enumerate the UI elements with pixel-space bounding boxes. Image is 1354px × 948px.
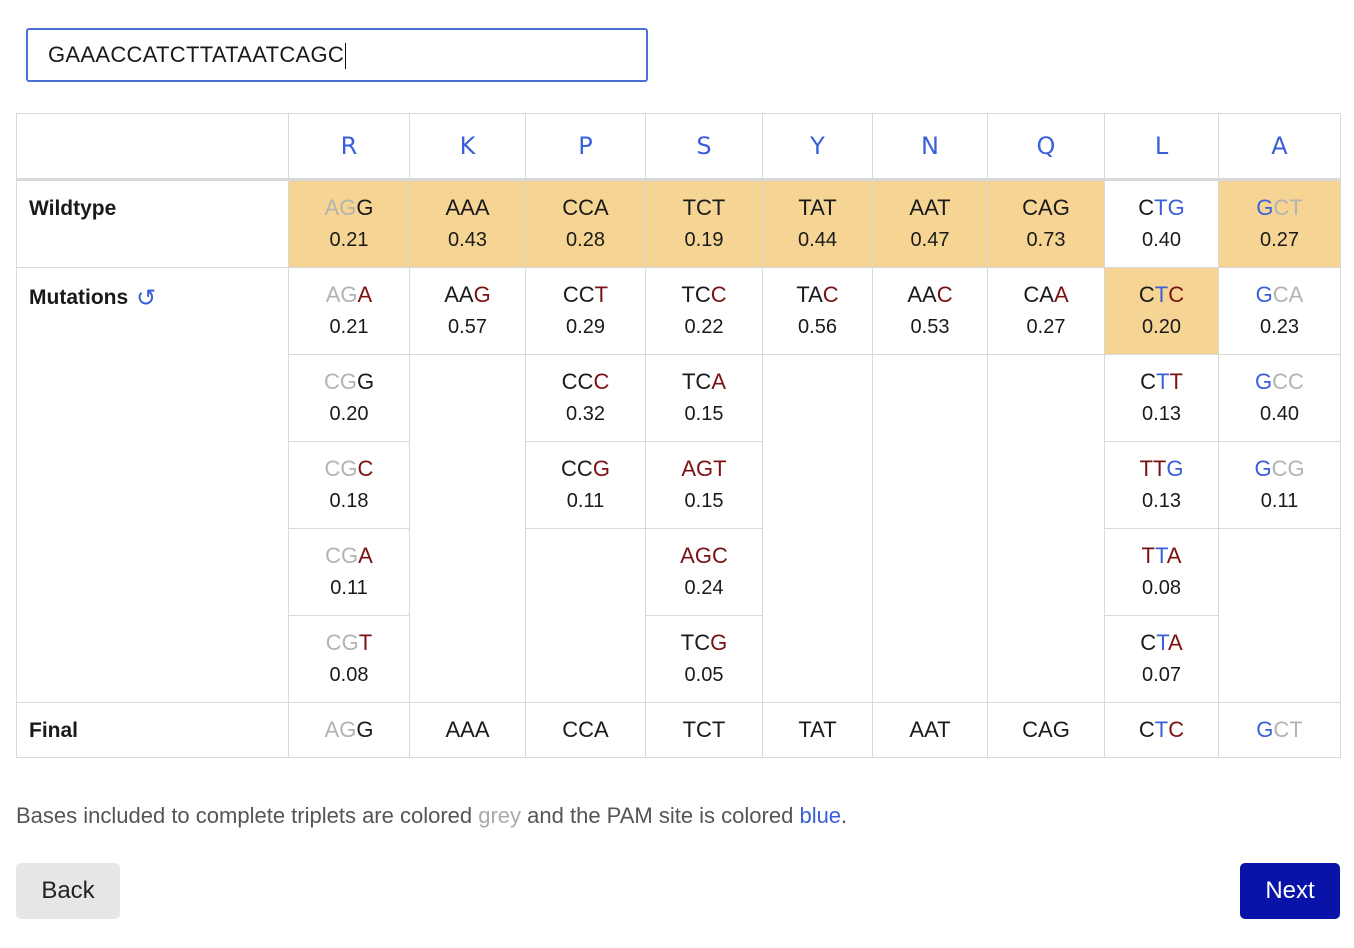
codon-part: CC — [1272, 369, 1304, 394]
amino-acid-header: P — [526, 114, 646, 180]
codon-part: TC — [681, 369, 712, 394]
final-codon-cell — [289, 703, 410, 758]
codon — [873, 717, 987, 743]
codon — [1105, 717, 1218, 743]
codon-table — [16, 113, 1341, 758]
mutation-codon-cell[interactable] — [1219, 355, 1341, 442]
codon — [410, 717, 525, 743]
codon — [873, 192, 987, 224]
codon — [763, 279, 872, 311]
codon — [646, 717, 762, 743]
note-grey-word: grey — [478, 803, 522, 828]
codon-part: T — [1154, 717, 1169, 742]
codon-part: G — [356, 717, 374, 742]
codon-frequency: 0.57 — [448, 316, 487, 338]
final-codon-cell — [763, 703, 873, 758]
amino-acid-header: Y — [763, 114, 873, 180]
amino-acid-header: R — [289, 114, 410, 180]
codon-part: G — [710, 630, 728, 655]
codon-part: CC — [561, 456, 593, 481]
next-button[interactable]: Next — [1240, 863, 1340, 919]
codon-part: AAT — [909, 717, 951, 742]
mutation-codon-cell[interactable] — [1105, 268, 1219, 355]
mutation-codon-cell[interactable] — [289, 442, 410, 529]
codon — [646, 453, 762, 485]
codon-part: AA — [907, 282, 937, 307]
final-codon-cell — [988, 703, 1105, 758]
codon-frequency: 0.23 — [1260, 316, 1299, 338]
codon-frequency: 0.53 — [910, 316, 950, 338]
final-codon-cell — [1105, 703, 1219, 758]
note-suffix: . — [841, 803, 848, 828]
sequence-input[interactable] — [26, 28, 648, 82]
final-label: Final — [29, 719, 79, 742]
codon-frequency: 0.29 — [566, 316, 605, 338]
codon-part: C — [1138, 282, 1155, 307]
codon-part: A — [711, 369, 726, 394]
codon-part: A — [357, 282, 373, 307]
codon-frequency: 0.11 — [566, 490, 605, 512]
note-blue-word: blue — [799, 803, 842, 828]
codon-part: T — [1141, 543, 1155, 568]
codon-part: TG — [1154, 195, 1185, 220]
amino-acid-header: L — [1105, 114, 1219, 180]
codon-part: AAT — [909, 195, 951, 220]
codon-part: CAG — [1022, 195, 1070, 220]
codon-frequency: 0.08 — [329, 664, 369, 686]
codon-frequency: 0.27 — [1260, 229, 1299, 251]
codon-part: CC — [561, 369, 594, 394]
sequence-input-value: GAAACCATCTTATAATCAGC — [48, 42, 345, 67]
codon-part: C — [936, 282, 953, 307]
codon-part: CT — [1273, 717, 1303, 742]
codon-part: G — [1256, 717, 1274, 742]
codon — [1105, 453, 1218, 485]
codon — [526, 717, 645, 743]
codon-frequency: 0.32 — [566, 403, 605, 425]
row-label-wildtype — [17, 180, 289, 268]
codon — [289, 717, 409, 743]
codon-part: C — [1140, 369, 1156, 394]
codon-part: C — [822, 282, 839, 307]
mutation-codon-cell[interactable] — [646, 268, 763, 355]
codon-frequency: 0.13 — [1142, 403, 1181, 425]
codon — [526, 366, 645, 398]
mutation-codon-cell[interactable] — [289, 268, 410, 355]
final-codon-cell — [526, 703, 646, 758]
codon — [1105, 192, 1218, 224]
codon-part: G — [356, 369, 375, 394]
codon-frequency: 0.47 — [910, 229, 950, 251]
row-label-mutations — [17, 268, 289, 703]
codon — [1219, 279, 1340, 311]
empty-cell — [873, 355, 988, 703]
codon — [988, 192, 1104, 224]
mutation-codon-cell[interactable] — [289, 355, 410, 442]
codon — [1219, 192, 1340, 224]
empty-cell — [410, 355, 526, 703]
mutation-codon-cell[interactable] — [526, 268, 646, 355]
mutation-codon-cell[interactable] — [1105, 442, 1219, 529]
codon — [988, 279, 1104, 311]
mutation-codon-cell[interactable] — [1105, 616, 1219, 703]
wildtype-codon-cell[interactable] — [873, 180, 988, 268]
codon — [1105, 366, 1218, 398]
codon-part: C — [1140, 630, 1157, 655]
codon-frequency: 0.15 — [684, 490, 724, 512]
empty-cell — [988, 355, 1105, 703]
amino-acid-header: K — [410, 114, 526, 180]
codon — [1219, 453, 1340, 485]
codon-frequency: 0.20 — [1142, 316, 1181, 338]
codon-part: A — [1166, 543, 1182, 568]
codon-frequency: 0.73 — [1026, 229, 1066, 251]
codon-part: TCT — [682, 195, 726, 220]
codon-part: AG — [325, 282, 358, 307]
final-codon-cell — [646, 703, 763, 758]
codon-part: G — [1166, 456, 1184, 481]
codon-part: C — [1168, 717, 1185, 742]
mutation-codon-cell[interactable] — [289, 529, 410, 616]
codon — [289, 627, 409, 659]
codon-part: CG — [325, 543, 359, 568]
final-codon-cell — [410, 703, 526, 758]
mutation-codon-cell[interactable] — [646, 442, 763, 529]
wildtype-codon-cell[interactable] — [763, 180, 873, 268]
codon — [646, 279, 762, 311]
mutation-codon-cell[interactable] — [1105, 355, 1219, 442]
mutations-label: Mutations — [29, 286, 129, 309]
codon-part: C — [593, 369, 610, 394]
amino-acid-header: N — [873, 114, 988, 180]
codon-frequency: 0.11 — [330, 577, 368, 599]
mutation-codon-cell[interactable] — [763, 268, 873, 355]
codon-part: G — [1254, 456, 1272, 481]
codon-part: C — [710, 282, 727, 307]
codon-part: T — [1154, 282, 1169, 307]
codon-part: AGT — [681, 456, 727, 481]
codon-part: T — [1154, 543, 1167, 568]
codon — [1105, 279, 1218, 311]
codon-part: CC — [562, 282, 595, 307]
codon-frequency: 0.22 — [684, 316, 724, 338]
codon-frequency: 0.27 — [1026, 316, 1066, 338]
codon-part: T — [1156, 630, 1168, 655]
codon-part: AAA — [445, 717, 490, 742]
codon-part: CG — [325, 630, 359, 655]
wildtype-codon-cell[interactable] — [988, 180, 1105, 268]
codon-part: C — [1138, 717, 1155, 742]
codon-part: TCT — [682, 717, 726, 742]
codon — [526, 453, 645, 485]
codon-frequency: 0.21 — [329, 316, 369, 338]
codon — [1219, 717, 1340, 743]
codon-part: AG — [324, 195, 357, 220]
codon-part: AG — [324, 717, 357, 742]
codon — [1219, 366, 1340, 398]
codon-frequency: 0.11 — [1260, 490, 1299, 512]
codon-frequency: 0.43 — [448, 229, 487, 251]
codon-part: C — [1168, 282, 1185, 307]
codon — [646, 627, 762, 659]
codon-frequency: 0.24 — [684, 577, 724, 599]
wildtype-codon-cell[interactable] — [526, 180, 646, 268]
amino-acid-header: Q — [988, 114, 1105, 180]
codon — [1105, 627, 1218, 659]
wildtype-codon-cell[interactable] — [1219, 180, 1341, 268]
codon-part: CG — [324, 456, 358, 481]
codon-part: CAG — [1022, 717, 1070, 742]
codon-part: G — [1256, 195, 1274, 220]
codon — [763, 192, 872, 224]
codon — [410, 192, 525, 224]
text-caret — [345, 43, 346, 69]
empty-cell — [1219, 529, 1341, 703]
codon-part: A — [1168, 630, 1183, 655]
codon — [410, 279, 525, 311]
codon — [873, 279, 987, 311]
codon-part: T — [594, 282, 609, 307]
codon-part: G — [473, 282, 491, 307]
codon-part: CCA — [562, 195, 609, 220]
codon — [763, 717, 872, 743]
codon-part: CA — [1023, 282, 1054, 307]
undo-icon[interactable]: ↺ — [136, 285, 157, 312]
mutation-codon-cell[interactable] — [289, 616, 410, 703]
empty-cell — [526, 529, 646, 703]
mutation-codon-cell[interactable] — [526, 355, 646, 442]
header-corner — [17, 114, 289, 180]
legend-note — [16, 803, 847, 829]
codon-part: T — [1169, 369, 1183, 394]
codon-part: G — [592, 456, 610, 481]
codon-part: G — [356, 195, 374, 220]
mutation-codon-cell[interactable] — [1219, 268, 1341, 355]
codon-frequency: 0.08 — [1142, 577, 1181, 599]
codon-part: TC — [681, 282, 711, 307]
codon-part: A — [358, 543, 373, 568]
mutation-codon-cell[interactable] — [1219, 442, 1341, 529]
codon-part: C — [1138, 195, 1155, 220]
codon-part: G — [1255, 369, 1273, 394]
codon — [646, 366, 762, 398]
codon-frequency: 0.07 — [1142, 664, 1181, 686]
codon — [526, 192, 645, 224]
mutation-codon-cell[interactable] — [410, 268, 526, 355]
mutation-codon-cell[interactable] — [873, 268, 988, 355]
wildtype-label: Wildtype — [29, 197, 117, 220]
codon-part: TC — [680, 630, 711, 655]
wildtype-codon-cell[interactable] — [1105, 180, 1219, 268]
mutation-codon-cell[interactable] — [526, 442, 646, 529]
row-label-final — [17, 703, 289, 758]
codon — [988, 717, 1104, 743]
codon-part: CT — [1273, 195, 1303, 220]
codon-part: AA — [444, 282, 474, 307]
codon-frequency: 0.19 — [684, 229, 724, 251]
codon — [289, 192, 409, 224]
mutation-codon-cell[interactable] — [646, 355, 763, 442]
back-button[interactable]: Back — [16, 863, 120, 919]
codon — [526, 279, 645, 311]
codon-frequency: 0.40 — [1260, 403, 1299, 425]
codon-frequency: 0.28 — [566, 229, 605, 251]
mutation-codon-cell[interactable] — [1105, 529, 1219, 616]
codon-part: AAA — [445, 195, 490, 220]
amino-acid-header: S — [646, 114, 763, 180]
wildtype-codon-cell[interactable] — [410, 180, 526, 268]
codon-frequency: 0.40 — [1142, 229, 1181, 251]
codon-part: TA — [796, 282, 823, 307]
codon-part: TAT — [798, 717, 837, 742]
codon — [646, 192, 762, 224]
codon-part: TAT — [798, 195, 837, 220]
codon-part: C — [357, 456, 374, 481]
amino-acid-header: A — [1219, 114, 1341, 180]
codon-frequency: 0.20 — [329, 403, 369, 425]
codon-part: CG — [1271, 456, 1305, 481]
codon — [289, 279, 409, 311]
wildtype-codon-cell[interactable] — [289, 180, 410, 268]
final-codon-cell — [1219, 703, 1341, 758]
mutation-codon-cell[interactable] — [988, 268, 1105, 355]
codon-part: AGC — [680, 543, 728, 568]
codon-frequency: 0.13 — [1142, 490, 1181, 512]
codon-part: A — [1053, 282, 1069, 307]
codon — [289, 540, 409, 572]
codon-frequency: 0.15 — [684, 403, 724, 425]
codon-part: TT — [1139, 456, 1167, 481]
codon-frequency: 0.44 — [798, 229, 837, 251]
codon-part: T — [358, 630, 373, 655]
mutation-codon-cell[interactable] — [646, 529, 763, 616]
empty-cell — [763, 355, 873, 703]
codon-frequency: 0.18 — [329, 490, 369, 512]
codon-part: CG — [323, 369, 357, 394]
mutation-codon-cell[interactable] — [646, 616, 763, 703]
codon-frequency: 0.05 — [684, 664, 724, 686]
codon — [646, 540, 762, 572]
codon-part: CCA — [562, 717, 609, 742]
codon-part: T — [1155, 369, 1170, 394]
codon-part: G — [1255, 282, 1273, 307]
note-middle: and the PAM site is colored — [521, 803, 800, 828]
codon-frequency: 0.56 — [798, 316, 837, 338]
codon — [289, 453, 409, 485]
codon — [1105, 540, 1218, 572]
final-codon-cell — [873, 703, 988, 758]
note-prefix: Bases included to complete triplets are colored — [16, 803, 479, 828]
codon-part: CA — [1272, 282, 1304, 307]
codon — [289, 366, 409, 398]
wildtype-codon-cell[interactable] — [646, 180, 763, 268]
codon-frequency: 0.21 — [329, 229, 369, 251]
